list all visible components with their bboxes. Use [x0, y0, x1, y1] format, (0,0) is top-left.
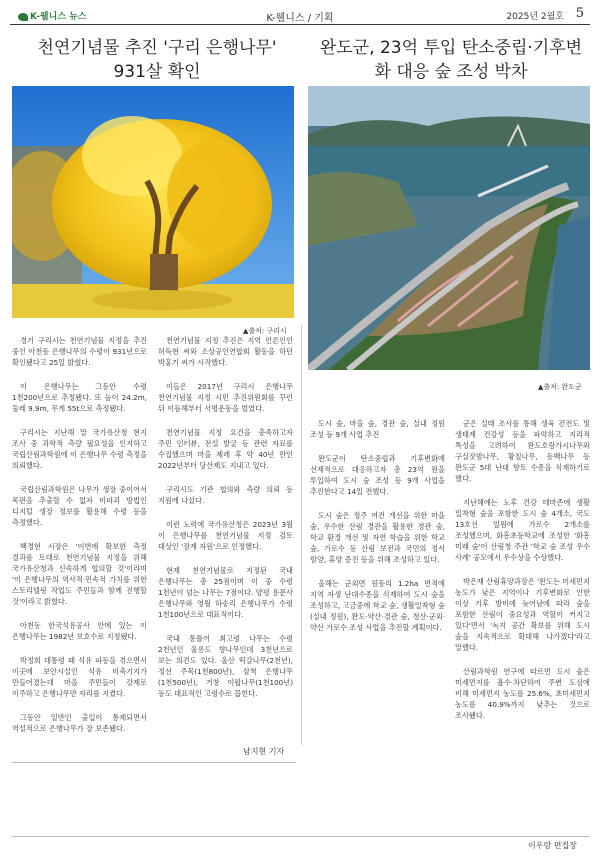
left-article-column-1 [12, 335, 147, 747]
aerial-forest-photo [308, 86, 590, 370]
paragraph: 천연기념물 지정 추진은 지역 언론인인 허득현 씨와 소상공인연합회 활동을 하던 박홍기 씨가 시작했다. [158, 336, 293, 367]
left-headline-line1: 천연기념물 추진 '구리 은행나무' [37, 38, 277, 58]
paragraph: 그동안 일반인 출입이 통제되면서 역설적으로 은행나무가 잘 보존됐다. [12, 713, 147, 733]
right-article-byline: 이우람 편집장 [528, 841, 577, 850]
right-headline-line1: 완도군, 23억 투입 탄소중립·기후변 [319, 38, 583, 58]
left-photo-credit: ▲출처: 구리시 [243, 327, 287, 335]
paragraph: 올해는 군외면 원동리 1.2ha 면적에 지역 자생 난대수종을 식재하여 도시 숲을 조성하고, 고금중에 학교 숲, 생활밀착형 숲(실내 정원), 완도·약산·경관 숲, 청산·군외·약산 가로수 조성 사업을 추진할 계획이다. [310, 579, 445, 632]
right-photo-credit: ▲출처: 완도군 [538, 383, 582, 391]
paragraph: 군은 실태 조사를 통해 생육 건전도 및 생태계 건강성 등을 파악하고 지리적 특성을 고려하여 완도호랑가시나무와 구실잣밤나무, 황칠나무, 동백나무 등 완도군 5대 난대 향토 수종을 식재하기로 했다. [455, 419, 590, 483]
paragraph: 지난해에는 노후 건강 테마존에 생활 밀착형 숲을 포함한 도시 숲 4개소, 국도 13호선 일원에 가로수 2개소를 조성했으며, 화흥초등학교에 조성한 '화흥 미래 숲'이 산림청 주관 '학교 숲 조성 우수 사례' 공모에서 우수상을 수상했다. [455, 498, 590, 562]
logo-text: K-웰니스 뉴스 [30, 12, 87, 22]
paragraph: 이런 노력에 국가유산청은 2023년 3월 이 은행나무를 천연기념물 지정 검토 대상인 '잠재 자원'으로 인정했다. [158, 520, 293, 551]
paragraph: 현재 천연기념물로 지정된 국내 은행나무는 총 25점이며 이 중 수령 1천년이 넘는 나무는 7점이다. 양평 용문사 은행나무와 영월 하송리 은행나무가 수령 1천100년으로 대표적이다. [158, 566, 293, 619]
page-header [10, 6, 590, 25]
column-divider [301, 325, 302, 745]
section-title: K-웰니스 / 기획 [266, 13, 334, 24]
paragraph: 구리시도 기관 협의와 측량 의뢰 등 지원에 나섰다. [158, 485, 293, 505]
paragraph: 박은재 산림휴양과장은 '완도는 미세먼지 농도가 낮은 지역이나 기후변화로 인한 이상 기후 방비에 늦어남에 따라 숲을 포함한 산림이 중요성과 역할이 커지고 있다'면서 '녹지 공간 확보를 위해 도시 숲을 지속적으로 확대해 나가겠다'라고 말했다. [455, 577, 590, 652]
right-article-column-2 [455, 418, 590, 734]
ginkgo-tree-illustration [12, 86, 294, 318]
issue-date: 2025년 2월호 [506, 12, 564, 22]
right-headline-line2: 화 대응 숲 조성 박차 [374, 62, 528, 82]
paragraph: 산림과학원 연구에 따르면 도시 숲은 미세먼지를 흡수·차단하여 주변 도심에 비해 미세먼지 농도를 25.6%, 초미세먼지 농도를 40.9%까지 낮추는 것으로 조사됐다. [455, 667, 590, 720]
left-headline-line2: 931살 확인 [113, 62, 201, 82]
page-bottom-rule [12, 836, 590, 837]
paragraph: 백경현 시장은 '이번에 확보한 측정 결과를 토대로 천연기념물 지정을 위해 국가유산청과 신속하게 협의할 것'이라며 '이 은행나무의 역사적·민속적 가치를 위한 스토리텔링 작업도 주민들과 함께 진행할 것'이라고 밝혔다. [12, 542, 147, 606]
paragraph: 국내 통틀어 최고령 나무는 수령 2천년인 울릉도 향나무인데 3천년으로 보는 의견도 있다. 울산 떡갈나무(2천년), 정선 주목(1천800년), 삼척 은행나무(1천500년), 거창 이팝나무(1천100년) 등도 대표적인 고령수로 꼽힌다. [158, 634, 293, 698]
right-headline [306, 36, 596, 84]
paragraph: 도시 숲, 마을 숲, 경관 숲, 실내 정원 조성 등 9개 사업 추진 [310, 419, 445, 439]
left-article-byline: 남지현 기자 [243, 747, 285, 756]
paragraph: 도시 숲은 정주 여건 개선을 위한 마을 숲, 우수한 산림 경관을 활용한 경관 숲, 학교 환경 개선 및 자연 학습을 위한 학교 숲, 가로수 등 산림 보전과 국민의 정서 함양, 휴양 증진 등을 위해 조성하고 있다. [310, 511, 445, 564]
left-headline [12, 36, 302, 84]
ginkgo-tree-photo [12, 86, 294, 318]
paragraph: 완도군이 탄소중립과 기후변화에 선제적으로 대응하고자 총 23억 원을 투입하여 도시 숲 조성 등 9개 사업을 추진한다고 14일 전했다. [310, 454, 445, 496]
page-number: 5 [575, 6, 584, 21]
paragraph: 아천동 한국석유공사 안에 있는 이 은행나무는 1982년 보호수로 지정됐다. [12, 621, 147, 641]
paragraph: 이들은 2017년 구리시 은행나무 천연기념물 지정 시민 추진위원회를 꾸린 뒤 이듬해부터 서명운동을 벌였다. [158, 382, 293, 413]
left-article-bottom-rule [12, 762, 296, 763]
paragraph: 경기 구리시는 천연기념물 지정을 추진 중인 아천동 은행나무의 수령이 931년으로 확인됐다고 25일 밝혔다. [12, 336, 147, 367]
paragraph: 구리시는 지난해 말 국가유산청 현지 조사 중 과학적 측량 필요성을 인지하고 국립산림과학원에 이 은행나무 수령 측정을 의뢰했다. [12, 428, 147, 470]
paragraph: 국립산림과학원은 나무가 생장 중이어서 목편을 추출할 수 없자 비파괴 방법인 디지털 생장 정보를 활용해 수령 등을 측정했다. [12, 485, 147, 527]
paragraph: 박정희 대통령 때 석유 파동을 겪으면서 이곳에 보안시설인 석유 비축기지가 만들어졌는데 마을 주민들이 강제로 이주하고 은행나무만 자리를 지켰다. [12, 656, 147, 698]
right-article-column-1 [310, 418, 445, 646]
paragraph: 이 은행나무는 그동안 수령 1천200년으로 추정됐다. 또 높이 24.2m, 둘레 9.9m, 무게 55t으로 측정됐다. [12, 382, 147, 413]
left-article-column-2 [158, 335, 293, 712]
paragraph: 천연기념물 지정 요건을 충족하고자 주민 인터뷰, 전설 발굴 등 관련 자료를 수집했으며 마을 제례 후 약 40년 만인 2022년부터 당산제도 지내고 있다. [158, 428, 293, 470]
aerial-forest-illustration [308, 86, 590, 370]
